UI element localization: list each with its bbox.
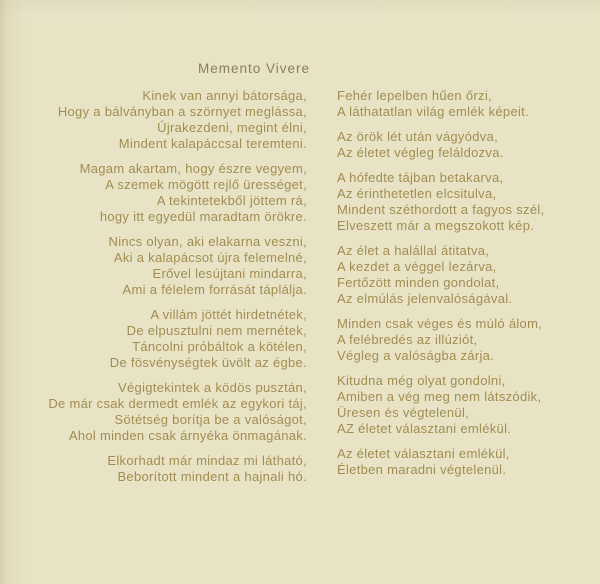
stanza [0, 161, 307, 225]
poem-line: Mindent széthordott a fagyos szél, [337, 202, 545, 217]
poem-line: Az érinthetetlen elcsitulva, [337, 186, 497, 201]
poem-line: De már csak dermedt emlék az egykori táj, [48, 396, 307, 411]
stanza [337, 243, 592, 307]
stanza [337, 446, 592, 478]
poem-line: Erővel lesújtani mindarra, [152, 266, 307, 281]
poem-line: Üresen és végtelenül, [337, 405, 470, 420]
poem-line: Amiben a vég meg nem látszódik, [337, 389, 542, 404]
poem-line: Fertőzött minden gondolat, [337, 275, 500, 290]
poem-line: Az életet választani emlékül, [337, 446, 510, 461]
poem-line: Mindent kalapáccsal teremteni. [118, 136, 307, 151]
stanza [0, 453, 307, 485]
poem-line: Újrakezdeni, megint élni, [157, 120, 307, 135]
poem-line: Ami a félelem forrását táplálja. [122, 282, 307, 297]
poem-line: De elpusztulni nem mernétek, [126, 323, 307, 338]
poem-column-right [337, 88, 592, 487]
poem-line: Kinek van annyi bátorsága, [142, 88, 307, 103]
poem-line: A kezdet a véggel lezárva, [337, 259, 497, 274]
poem-line: hogy itt egyedül maradtam örökre. [99, 209, 307, 224]
poem-line: A láthatatlan világ emlék képeit. [337, 104, 530, 119]
stanza [337, 88, 592, 120]
poem-line: A tekintetekből jöttem rá, [156, 193, 307, 208]
poem-line: AZ életet választani emlékül. [337, 421, 512, 436]
poem-line: Táncolni próbáltok a kötélen, [132, 339, 307, 354]
stanza [337, 129, 592, 161]
poem-line: Elveszett már a megszokott kép. [337, 218, 535, 233]
poem-line: Nincs olyan, aki elakarna veszni, [108, 234, 307, 249]
poem-line: Végleg a valóságba zárja. [337, 348, 495, 363]
poem-line: Sötétség borítja be a valóságot, [114, 412, 307, 427]
poem-title: Memento Vivere [197, 61, 310, 76]
poem-line: Az élet a halállal átitatva, [337, 243, 490, 258]
poem-line: De fösvénységtek üvölt az égbe. [109, 355, 307, 370]
poem-line: Fehér lepelben hűen őrzi, [337, 88, 492, 103]
poem-line: Minden csak véges és múló álom, [337, 316, 543, 331]
poem-line: A villám jöttét hirdetnétek, [150, 307, 307, 322]
poem-line: A felébredés az illúziót, [337, 332, 478, 347]
poem-line: Az életet végleg feláldozva. [337, 145, 504, 160]
poem-line: A hófedte tájban betakarva, [337, 170, 504, 185]
stanza [0, 88, 307, 152]
poem-line: Magam akartam, hogy észre vegyem, [79, 161, 307, 176]
stanza [337, 373, 592, 437]
poem-line: Végigtekintek a ködös pusztán, [118, 380, 307, 395]
poem-column-left [0, 88, 307, 494]
poem-line: Ahol minden csak árnyéka önmagának. [68, 428, 307, 443]
stanza [0, 380, 307, 444]
poem-line: Kitudna még olyat gondolni, [337, 373, 506, 388]
poem-line: Aki a kalapácsot újra felemelné, [113, 250, 307, 265]
poem-line: Hogy a bálványban a szörnyet meglássa, [57, 104, 307, 119]
poem-line: Életben maradni végtelenül. [337, 462, 507, 477]
poem-line: Az örök lét után vágyódva, [337, 129, 499, 144]
stanza [337, 170, 592, 234]
poem-line: A szemek mögött rejlő ürességet, [105, 177, 307, 192]
stanza [0, 234, 307, 298]
stanza [0, 307, 307, 371]
poem-line: Elkorhadt már mindaz mi látható, [107, 453, 307, 468]
stanza [337, 316, 592, 364]
poem-line: Az elmúlás jelenvalóságával. [337, 291, 513, 306]
poem-line: Beborított mindent a hajnali hó. [117, 469, 307, 484]
